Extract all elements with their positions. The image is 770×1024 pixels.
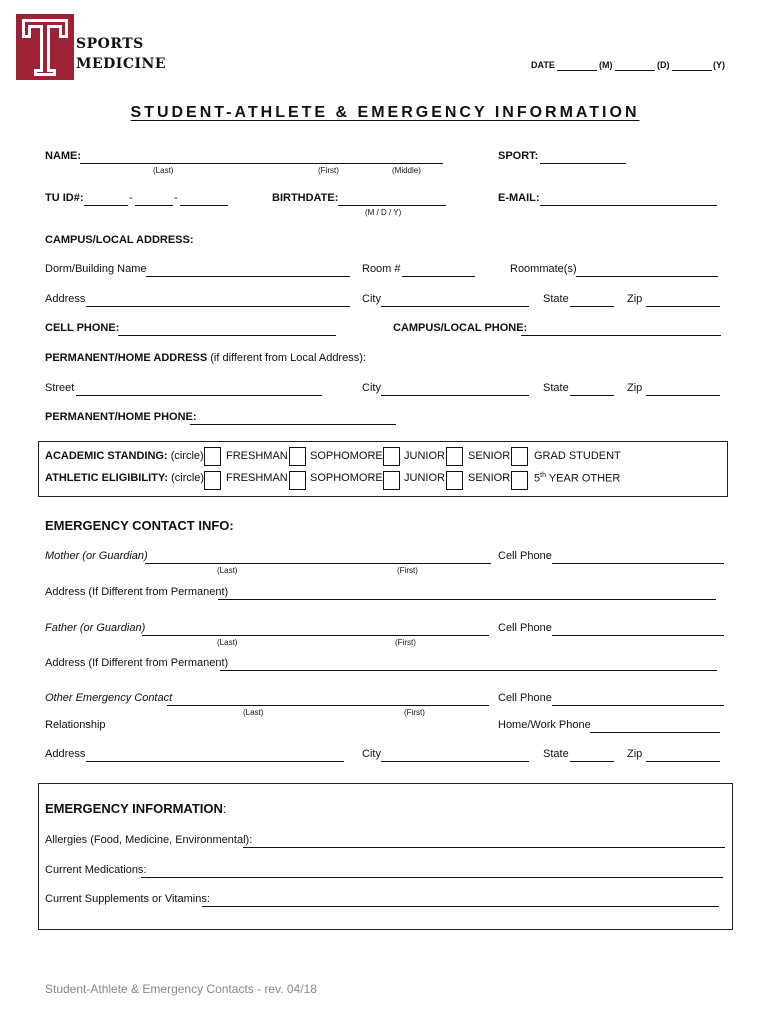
campus-zip-label: Zip: [627, 293, 643, 305]
other-zip-field[interactable]: [646, 761, 720, 762]
t-logo-icon: [16, 14, 74, 80]
father-cell-label: Cell Phone: [498, 622, 552, 634]
academic-grad-checkbox[interactable]: [511, 447, 528, 466]
street-field[interactable]: [76, 395, 322, 396]
date-year-line[interactable]: [672, 70, 712, 71]
eligibility-freshman-label: FRESHMAN: [226, 472, 288, 484]
academic-junior-label: JUNIOR: [404, 450, 445, 462]
mother-name-field[interactable]: [145, 563, 491, 564]
perm-zip-field[interactable]: [646, 395, 720, 396]
campus-address-label: CAMPUS/LOCAL ADDRESS:: [45, 234, 194, 246]
perm-zip-label: Zip: [627, 382, 643, 394]
perm-city-label: City: [362, 382, 381, 394]
perm-phone-label: PERMANENT/HOME PHONE:: [45, 411, 197, 423]
mother-label: Mother (or Guardian): [45, 550, 148, 562]
father-address-field[interactable]: [220, 670, 717, 671]
tuid-field-3[interactable]: [180, 205, 228, 206]
emergency-info-heading: [45, 801, 227, 816]
campus-address-line-label: Address: [45, 293, 86, 305]
father-cell-field[interactable]: [552, 635, 724, 636]
campus-city-label: City: [362, 293, 381, 305]
campus-zip-field[interactable]: [646, 306, 720, 307]
birthdate-hint: (M / D / Y): [365, 208, 402, 217]
dorm-field[interactable]: [146, 276, 350, 277]
tuid-dash-2: -: [174, 192, 178, 204]
date-day-hint: (D): [657, 60, 670, 70]
academic-senior-label: SENIOR: [468, 450, 511, 462]
father-name-field[interactable]: [142, 635, 489, 636]
eligibility-junior-label: JUNIOR: [404, 472, 445, 484]
fifth-number: 5: [534, 472, 541, 485]
birthdate-field[interactable]: [338, 205, 446, 206]
date-month-hint: (M): [599, 60, 613, 70]
allergies-field[interactable]: [243, 847, 725, 848]
tuid-field-2[interactable]: [135, 205, 173, 206]
mother-last-hint: (Last): [217, 566, 238, 575]
campus-state-label: State: [543, 293, 569, 305]
perm-city-field[interactable]: [381, 395, 529, 396]
perm-address-heading: [45, 352, 366, 364]
sport-label: SPORT:: [498, 150, 539, 162]
academic-junior-checkbox[interactable]: [383, 447, 400, 466]
academic-sophomore-checkbox[interactable]: [289, 447, 306, 466]
perm-state-field[interactable]: [570, 395, 614, 396]
roommate-field[interactable]: [576, 276, 718, 277]
other-contact-label: Other Emergency Contact: [45, 692, 173, 704]
name-first-hint: (First): [318, 166, 339, 175]
academic-freshman-label: FRESHMAN: [226, 450, 288, 462]
roommate-label: Roommate(s): [510, 263, 577, 275]
campus-city-field[interactable]: [381, 306, 529, 307]
perm-address-label: PERMANENT/HOME ADDRESS: [45, 352, 208, 364]
fifth-rest: YEAR OTHER: [545, 472, 621, 485]
page-title: STUDENT-ATHLETE & EMERGENCY INFORMATION: [130, 104, 640, 121]
academic-grad-label: GRAD STUDENT: [534, 450, 621, 462]
other-contact-name-field[interactable]: [167, 705, 489, 706]
emergency-info-colon: :: [222, 801, 227, 816]
tuid-dash-1: -: [129, 192, 133, 204]
date-day-line[interactable]: [615, 70, 655, 71]
mother-cell-label: Cell Phone: [498, 550, 552, 562]
medications-field[interactable]: [141, 877, 723, 878]
athletic-eligibility-label: ATHLETIC ELIGIBILITY:: [45, 472, 169, 484]
mother-address-field[interactable]: [218, 599, 716, 600]
temple-t-logo: [16, 14, 74, 80]
cell-phone-field[interactable]: [118, 335, 336, 336]
academic-circle-note: (circle): [170, 450, 204, 462]
birthdate-label: BIRTHDATE:: [272, 192, 339, 204]
academic-standing-heading: [45, 450, 204, 462]
campus-state-field[interactable]: [570, 306, 614, 307]
street-label: Street: [45, 382, 75, 394]
homework-phone-label: Home/Work Phone: [498, 719, 591, 731]
mother-cell-field[interactable]: [552, 563, 724, 564]
academic-standing-label: ACADEMIC STANDING:: [45, 450, 168, 462]
perm-state-label: State: [543, 382, 569, 394]
supplements-label: Current Supplements or Vitamins:: [45, 893, 210, 905]
tuid-field-1[interactable]: [84, 205, 128, 206]
other-address-field[interactable]: [86, 761, 344, 762]
date-year-hint: (Y): [713, 60, 725, 70]
eligibility-senior-checkbox[interactable]: [446, 471, 463, 490]
father-address-label: Address (If Different from Permanent): [45, 657, 229, 669]
academic-freshman-checkbox[interactable]: [204, 447, 221, 466]
name-middle-hint: (Middle): [392, 166, 421, 175]
room-label: Room #: [362, 263, 401, 275]
cell-phone-label: CELL PHONE:: [45, 322, 120, 334]
academic-senior-checkbox[interactable]: [446, 447, 463, 466]
other-state-label: State: [543, 748, 569, 760]
room-field[interactable]: [402, 276, 475, 277]
emergency-contact-title: EMERGENCY CONTACT INFO:: [45, 518, 234, 533]
other-address-label: Address: [45, 748, 86, 760]
logo-line-sports: SPORTS: [76, 36, 144, 52]
eligibility-sophomore-label: SOPHOMORE: [310, 472, 383, 484]
relationship-label: Relationship: [45, 719, 106, 731]
mother-first-hint: (First): [397, 566, 418, 575]
perm-phone-field[interactable]: [190, 424, 396, 425]
eligibility-fifth-year-checkbox[interactable]: [511, 471, 528, 490]
name-label: NAME:: [45, 150, 82, 162]
campus-phone-field[interactable]: [521, 335, 721, 336]
medications-label: Current Medications:: [45, 864, 147, 876]
academic-sophomore-label: SOPHOMORE: [310, 450, 383, 462]
date-label: DATE: [531, 60, 555, 70]
father-last-hint: (Last): [217, 638, 238, 647]
eligibility-sophomore-checkbox[interactable]: [289, 471, 306, 490]
eligibility-junior-checkbox[interactable]: [383, 471, 400, 490]
homework-phone-field[interactable]: [590, 732, 720, 733]
date-month-line[interactable]: [557, 70, 597, 71]
email-field[interactable]: [540, 205, 717, 206]
other-zip-label: Zip: [627, 748, 643, 760]
other-state-field[interactable]: [570, 761, 614, 762]
dorm-label: Dorm/Building Name: [45, 263, 147, 275]
sport-field[interactable]: [540, 163, 626, 164]
emergency-info-title: EMERGENCY INFORMATION: [45, 801, 223, 816]
tuid-label: TU ID#:: [45, 192, 84, 204]
athletic-eligibility-heading: [45, 472, 204, 484]
eligibility-fifth-year-label: [534, 472, 620, 485]
father-first-hint: (First): [395, 638, 416, 647]
other-last-hint: (Last): [243, 708, 264, 717]
supplements-field[interactable]: [202, 906, 719, 907]
father-label: Father (or Guardian): [45, 622, 146, 634]
other-cell-field[interactable]: [552, 705, 724, 706]
campus-phone-label: CAMPUS/LOCAL PHONE:: [393, 322, 528, 334]
eligibility-circle-note: (circle): [171, 472, 205, 484]
fifth-suffix: th: [540, 472, 546, 479]
eligibility-senior-label: SENIOR: [468, 472, 511, 484]
mother-address-label: Address (If Different from Permanent): [45, 586, 229, 598]
campus-address-field[interactable]: [86, 306, 350, 307]
other-city-field[interactable]: [381, 761, 529, 762]
eligibility-freshman-checkbox[interactable]: [204, 471, 221, 490]
other-city-label: City: [362, 748, 381, 760]
email-label: E-MAIL:: [498, 192, 540, 204]
perm-address-note: (if different from Local Address):: [210, 352, 366, 364]
name-last-hint: (Last): [153, 166, 174, 175]
logo-line-medicine: MEDICINE: [76, 56, 167, 72]
allergies-label: Allergies (Food, Medicine, Environmental):: [45, 834, 253, 846]
footer-revision: Student-Athlete & Emergency Contacts - rev. 04/18: [45, 982, 317, 996]
other-first-hint: (First): [404, 708, 425, 717]
other-cell-label: Cell Phone: [498, 692, 552, 704]
name-field[interactable]: [80, 163, 443, 164]
